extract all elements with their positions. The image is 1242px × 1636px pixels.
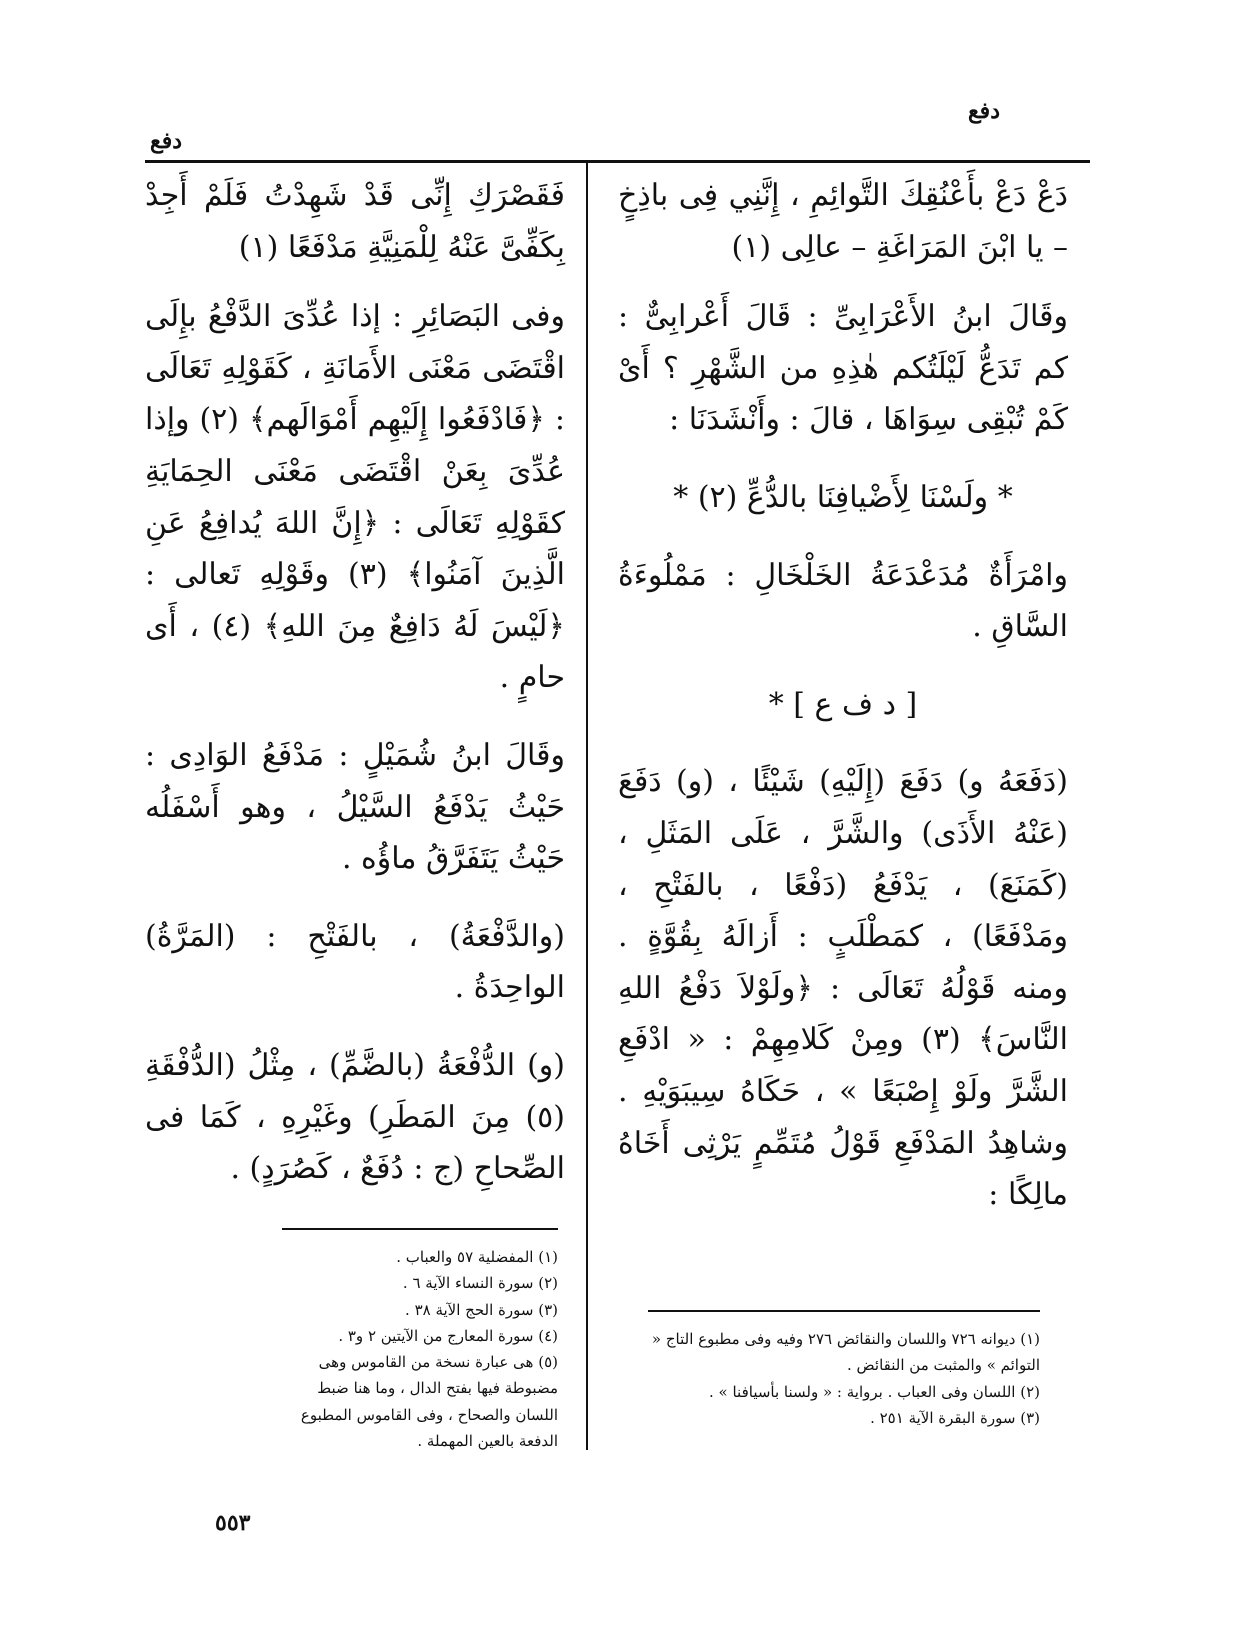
- footnote: (١) ديوانه ٧٢٦ واللسان والنقائض ٢٧٦ وفيه وفى مطبوع التاج « التوائم » والمثبت من النقائض .: [651, 1330, 1040, 1375]
- body-paragraph: (والدَّفْعَةُ) ، بالفَتْحِ : (المَرَّةُ) الواحِدَةُ .: [145, 918, 565, 1006]
- footnotes-right: [648, 1310, 1040, 1431]
- right-column: [618, 170, 1068, 1247]
- body-paragraph: (و) الدُّفْعَةُ (بالضَّمِّ) ، مِثْلُ (الدُّفْقَةِ (٥) مِنَ المَطَرِ) وغَيْرِهِ ، كَمَا فى الصِّحاحِ (ج : دُفَعٌ ، كَصُرَدٍ) .: [145, 1047, 565, 1187]
- page-number: ٥٥٣: [215, 1510, 251, 1536]
- body-paragraph: وفى البَصَائِرِ : إذا عُدِّىَ الدَّفْعُ بإِلَى اقْتَضَى مَعْنَى الأَمَانَةِ ، كَقَوْلِهِ تَعَالَى : ﴿فَادْفَعُوا إِلَيْهِم أَمْوَالَهم﴾ (٢) وإذا عُدِّىَ بِعَنْ اقْتَضَى مَعْنَى الحِمَايَةِ كقَوْلِهِ تَعَالَى : ﴿إِنَّ اللهَ يُدافِعُ عَنِ الَّذِينَ آمَنُوا﴾ (٣) وقَوْلِهِ تَعالى : ﴿لَيْسَ لَهُ دَافِعٌ مِنَ اللهِ﴾ (٤) ، أَى حامٍ .: [145, 299, 566, 696]
- footnote: (١) المفضلية ٥٧ والعباب .: [396, 1248, 558, 1266]
- column-divider: [586, 160, 588, 1450]
- body-paragraph: وقَالَ ابنُ شُمَيْلٍ : مَدْفَعُ الوَادِى : حَيْثُ يَدْفَعُ السَّيْلُ ، وهو أَسْفَلُه حَيْثُ يَتَفَرَّقُ ماؤُه .: [145, 737, 565, 877]
- footnote: (٣) سورة البقرة الآية ٢٥١ .: [870, 1408, 1040, 1427]
- verse-paragraph: فَقَصْرَكِ إِنِّى قَدْ شَهِدْتُ فَلَمْ أَجِدْ بِكَفِّىَّ عَنْهُ لِلْمَنِيَّةِ مَدْفَعًا (١): [145, 178, 565, 265]
- entry-heading: [ د ف ع ] *: [768, 686, 918, 722]
- body-paragraph: وقَالَ ابنُ الأَعْرَابِىِّ : قَالَ أَعْرابِىٌّ : كم تَدَعُّ لَيْلَتُكم هٰذِهِ من الشَّهْرِ ؟ أَىْ كَمْ تُبْقِى سِوَاهَا ، قالَ : وأَنْشَدَنَا :: [618, 299, 1068, 438]
- footnote: (٥) هى عبارة نسخة من القاموس وهى مضبوطة فيها بفتح الدال ، وما هنا ضبط اللسان والصحاح ، وفى القاموس المطبوع الدفعة بالعين المهملة .: [300, 1353, 558, 1450]
- body-paragraph: (دَفَعَهُ و) دَفَعَ (إِلَيْهِ) شَيْئًا ، (و) دَفَعَ (عَنْهُ الأَذَى) والشَّرَّ ، عَلَى المَثَلِ ، (كَمَنَعَ) ، يَدْفَعُ (دَفْعًا ، بالفَتْحِ ، ومَدْفَعًا) ، كمَطْلَبٍ : أَزالَهُ بِقُوَّةٍ . ومنه قَوْلُهُ تَعَالَى : ﴿ولَوْلاَ دَفْعُ اللهِ النَّاسَ﴾ (٣) ومِنْ كَلامِهِمْ : « ادْفَعِ الشَّرَّ ولَوْ إِصْبَعًا » ، حَكَاهُ سِيبَوَيْهِ . وشاهِدُ المَدْفَعِ قَوْلُ مُتَمِّمٍ يَرْثِى أَخَاهُ مالِكًا :: [618, 764, 1069, 1213]
- running-head-right: دفع: [967, 98, 1000, 124]
- running-head-left: دفع: [150, 128, 183, 154]
- footnote: (٤) سورة المعارج من الآيتين ٢ و٣ .: [338, 1326, 558, 1345]
- footnote: (٣) سورة الحج الآية ٣٨ .: [405, 1300, 558, 1319]
- verse-paragraph: دَعْ دَعْ بأَعْنُقِكَ التَّوائِمِ ، إِنَّنِي فِى باذِخٍ – يا ابْنَ المَرَاغَةِ – عالِى (١): [618, 178, 1068, 265]
- body-paragraph: وامْرَأَةٌ مُدَعْدَعَةُ الخَلْخَالِ : مَمْلُوءَةُ السَّاقِ .: [618, 557, 1068, 645]
- header-rule: [145, 160, 1090, 163]
- left-column: [145, 170, 565, 1221]
- footnotes-left: [282, 1228, 558, 1454]
- footnote: (٢) اللسان وفى العباب . برواية : « ولسنا بأسيافنا » .: [709, 1382, 1040, 1401]
- verse-line: * ولَسْنَا لِأَضْيافِنَا بالدُّعِّ (٢) *: [673, 479, 1013, 515]
- footnote: (٢) سورة النساء الآية ٦ .: [402, 1274, 558, 1293]
